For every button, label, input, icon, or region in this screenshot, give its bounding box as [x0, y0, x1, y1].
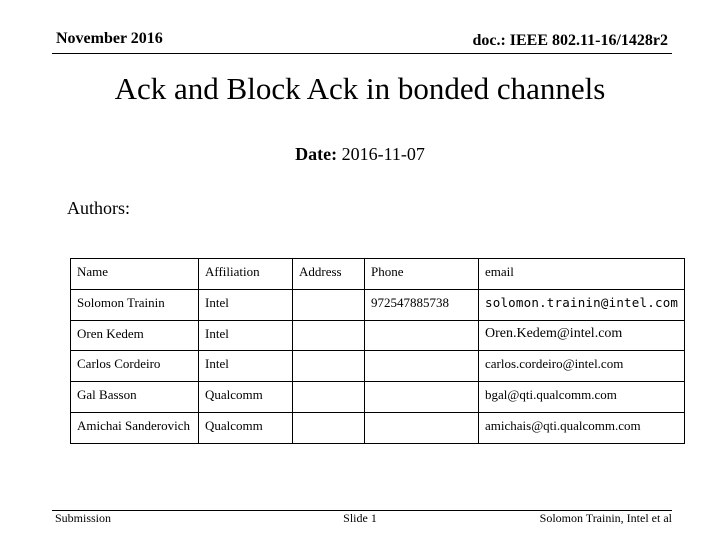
author-affiliation: Intel — [199, 351, 293, 382]
author-phone — [365, 320, 479, 351]
table-row — [71, 320, 685, 351]
author-address — [293, 320, 365, 351]
date-line — [0, 144, 720, 165]
author-email: Oren.Kedem@intel.com — [479, 320, 685, 351]
date-label: Date: — [295, 144, 338, 164]
column-header-phone: Phone — [365, 259, 479, 290]
table-row — [71, 289, 685, 320]
author-address — [293, 382, 365, 413]
authors-table — [70, 258, 685, 444]
table-header-row — [71, 259, 685, 290]
author-name: Gal Basson — [71, 382, 199, 413]
author-address — [293, 351, 365, 382]
author-email: carlos.cordeiro@intel.com — [479, 351, 685, 382]
author-email: amichais@qti.qualcomm.com — [479, 413, 685, 444]
table-row — [71, 413, 685, 444]
header-date: November 2016 — [56, 30, 163, 47]
author-phone — [365, 413, 479, 444]
date-value: 2016-11-07 — [341, 144, 425, 164]
header-doc-id: doc.: IEEE 802.11-16/1428r2 — [472, 32, 668, 49]
author-phone — [365, 351, 479, 382]
column-header-address: Address — [293, 259, 365, 290]
footer-authors: Solomon Trainin, Intel et al — [539, 511, 672, 525]
author-address — [293, 289, 365, 320]
author-phone: 972547885738 — [365, 289, 479, 320]
author-address — [293, 413, 365, 444]
author-affiliation: Qualcomm — [199, 413, 293, 444]
author-phone — [365, 382, 479, 413]
author-name: Amichai Sanderovich — [71, 413, 199, 444]
author-email: bgal@qti.qualcomm.com — [479, 382, 685, 413]
column-header-affiliation: Affiliation — [199, 259, 293, 290]
author-affiliation: Intel — [199, 320, 293, 351]
author-affiliation: Qualcomm — [199, 382, 293, 413]
column-header-name: Name — [71, 259, 199, 290]
table-row — [71, 382, 685, 413]
author-name: Solomon Trainin — [71, 289, 199, 320]
author-email: solomon.trainin@intel.com — [479, 289, 685, 320]
table-row — [71, 351, 685, 382]
author-affiliation: Intel — [199, 289, 293, 320]
author-name: Carlos Cordeiro — [71, 351, 199, 382]
author-name: Oren Kedem — [71, 320, 199, 351]
footer-submission: Submission — [55, 511, 112, 525]
footer-slide-number: Slide 1 — [343, 511, 377, 525]
authors-label: Authors: — [67, 198, 130, 218]
header-divider — [52, 53, 672, 54]
column-header-email: email — [479, 259, 685, 290]
slide-title: Ack and Block Ack in bonded channels — [114, 71, 606, 106]
